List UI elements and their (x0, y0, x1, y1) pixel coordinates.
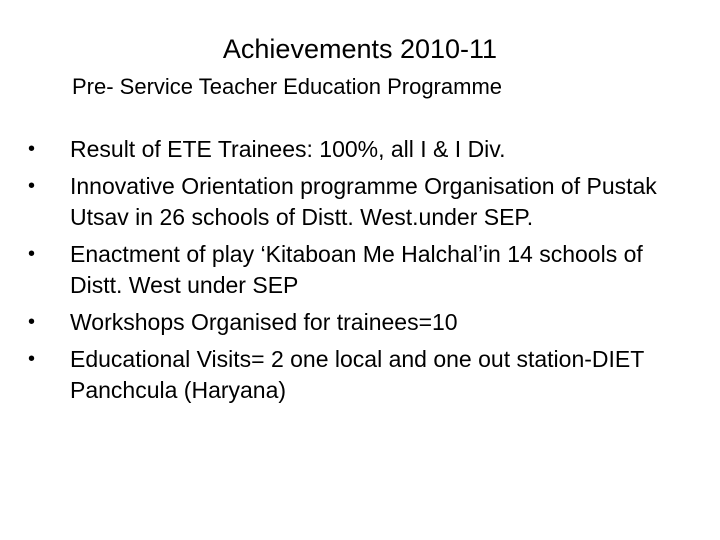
bullet-text: Result of ETE Trainees: 100%, all I & I Div. (70, 136, 506, 162)
slide-title: Achievements 2010-11 (222, 34, 498, 64)
bullet-text: Educational Visits= 2 one local and one out station-DIET Panchcula (Haryana) (70, 346, 644, 403)
list-item (0, 344, 680, 406)
list-item (0, 307, 680, 338)
list-item (0, 134, 680, 165)
list-item (0, 171, 680, 233)
bullet-text: Enactment of play ‘Kitaboan Me Halchal’in 14 schools of Distt. West under SEP (70, 241, 643, 298)
bullet-text: Innovative Orientation programme Organisation of Pustak Utsav in 26 schools of Distt. West.under SEP. (70, 173, 657, 230)
list-item (0, 239, 680, 301)
bullet-icon: • (28, 348, 36, 370)
bullet-icon: • (28, 175, 36, 197)
bullet-icon: • (28, 311, 36, 333)
bullet-icon: • (28, 243, 36, 265)
bullet-text: Workshops Organised for trainees=10 (70, 309, 458, 335)
slide-subtitle: Pre- Service Teacher Education Programme (72, 74, 503, 99)
bullet-list (0, 134, 720, 412)
bullet-icon: • (28, 138, 36, 160)
